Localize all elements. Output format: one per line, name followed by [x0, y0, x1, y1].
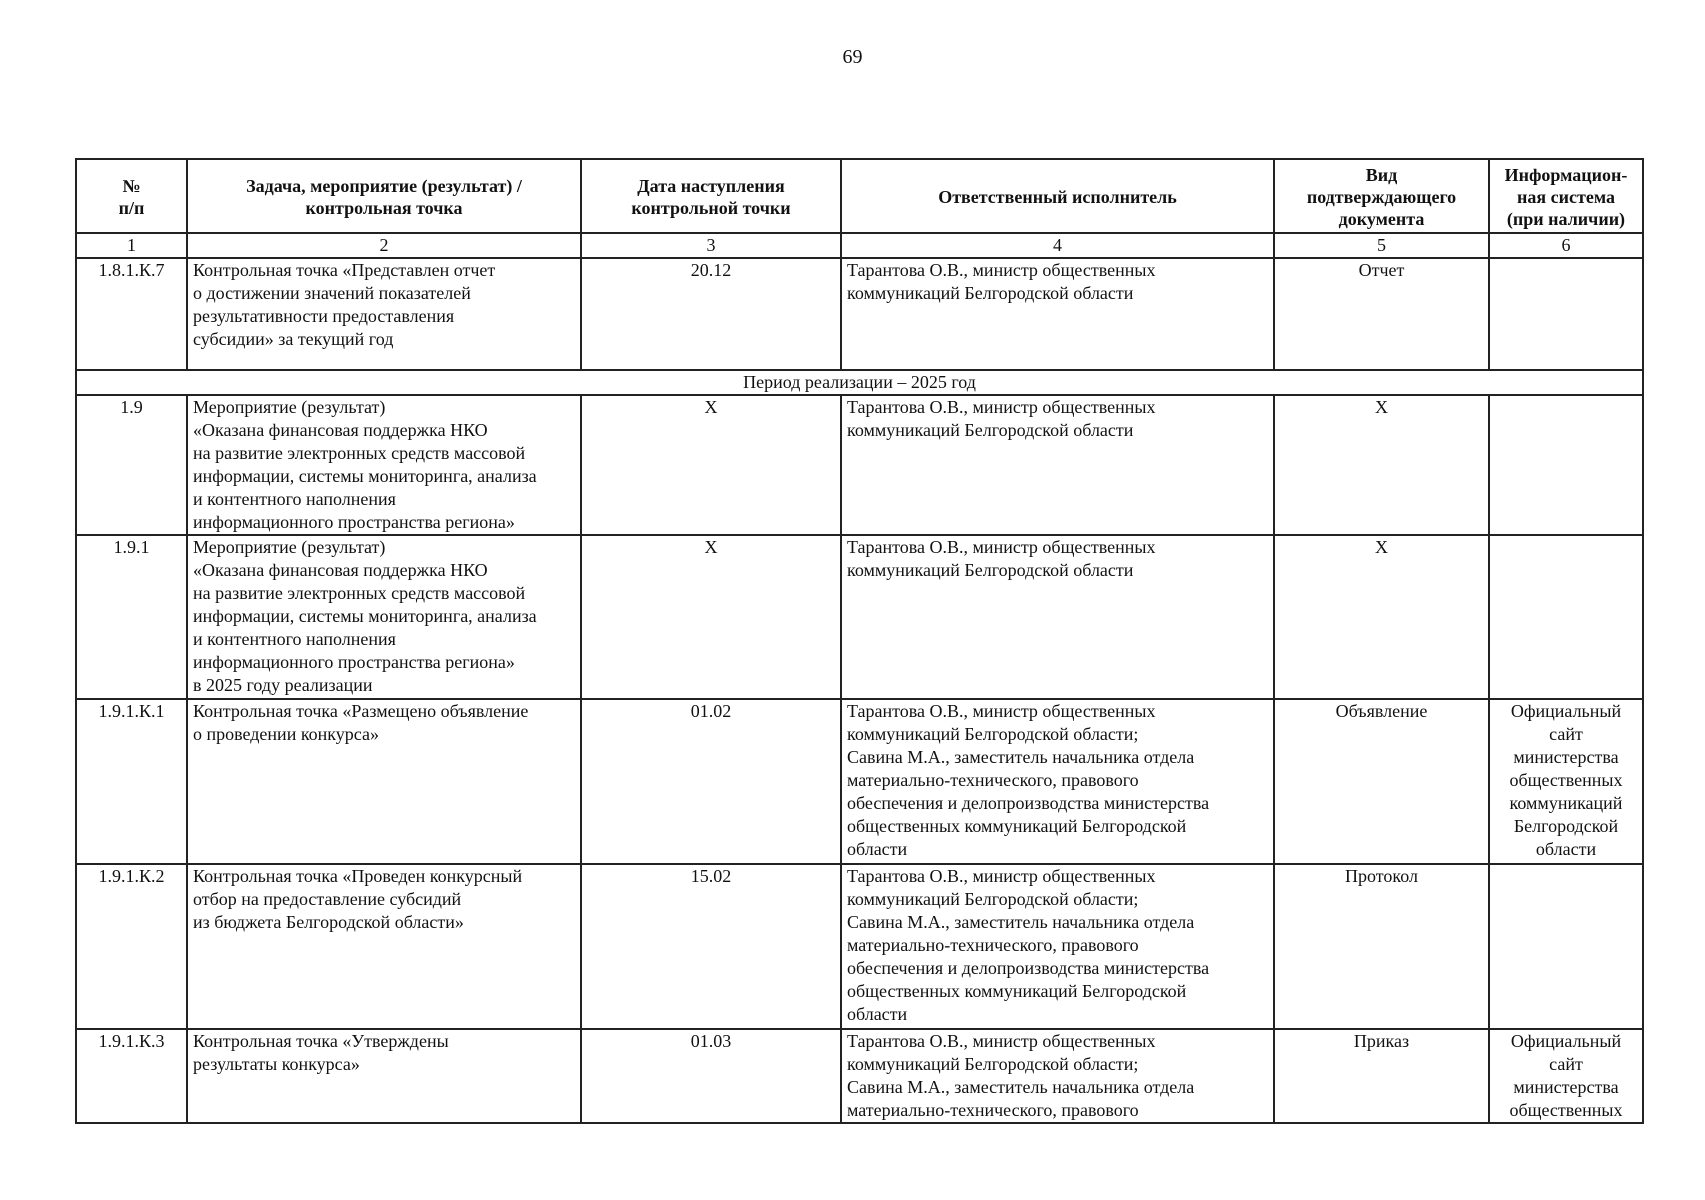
- column-number: 3: [581, 233, 841, 258]
- table-row: [76, 395, 1643, 535]
- row-executor: Тарантова О.В., министр общественных коммуникаций Белгородской области; Савина М.А., заместитель начальника отдела материально-технического, правового: [841, 1029, 1274, 1123]
- header-document: Вид подтверждающего документа: [1274, 159, 1489, 233]
- row-system: [1489, 258, 1643, 370]
- table-row: [76, 699, 1643, 864]
- row-number: 1.9.1: [76, 535, 187, 699]
- row-date: 01.03: [581, 1029, 841, 1123]
- row-document: Протокол: [1274, 864, 1489, 1029]
- row-document: Объявление: [1274, 699, 1489, 864]
- row-number: 1.9.1.К.3: [76, 1029, 187, 1123]
- row-date: 20.12: [581, 258, 841, 370]
- table-row: [76, 1029, 1643, 1123]
- header-num: № п/п: [76, 159, 187, 233]
- row-executor: Тарантова О.В., министр общественных коммуникаций Белгородской области; Савина М.А., заместитель начальника отдела материально-технического, правового обеспечения и делопроизводства министерства общественных коммуникаций Белгородской области: [841, 699, 1274, 864]
- table-header-row: [76, 159, 1643, 233]
- row-date: 15.02: [581, 864, 841, 1029]
- row-date: Х: [581, 535, 841, 699]
- header-task: Задача, мероприятие (результат) / контрольная точка: [187, 159, 581, 233]
- row-task: Контрольная точка «Проведен конкурсный отбор на предоставление субсидий из бюджета Белгородской области»: [187, 864, 581, 1029]
- row-executor: Тарантова О.В., министр общественных коммуникаций Белгородской области; Савина М.А., заместитель начальника отдела материально-технического, правового обеспечения и делопроизводства министерства общественных коммуникаций Белгородской области: [841, 864, 1274, 1029]
- column-number: 6: [1489, 233, 1643, 258]
- table-row: [76, 535, 1643, 699]
- row-task: Контрольная точка «Утверждены результаты конкурса»: [187, 1029, 581, 1123]
- column-number: 2: [187, 233, 581, 258]
- row-system: Официальный сайт министерства общественных: [1489, 1029, 1643, 1123]
- table-row: [76, 258, 1643, 370]
- row-document: Х: [1274, 395, 1489, 535]
- row-number: 1.8.1.К.7: [76, 258, 187, 370]
- row-system: Официальный сайт министерства общественных коммуникаций Белгородской области: [1489, 699, 1643, 864]
- row-number: 1.9.1.К.1: [76, 699, 187, 864]
- row-task: Мероприятие (результат) «Оказана финансовая поддержка НКО на развитие электронных средств массовой информации, системы мониторинга, анализа и контентного наполнения информационного пространства региона» в 2025 году реализации: [187, 535, 581, 699]
- column-numbers-row: [76, 233, 1643, 258]
- column-number: 1: [76, 233, 187, 258]
- table-row: [76, 864, 1643, 1029]
- column-number: 4: [841, 233, 1274, 258]
- column-number: 5: [1274, 233, 1489, 258]
- row-system: [1489, 395, 1643, 535]
- row-document: Приказ: [1274, 1029, 1489, 1123]
- period-row: [76, 370, 1643, 395]
- row-executor: Тарантова О.В., министр общественных коммуникаций Белгородской области: [841, 395, 1274, 535]
- row-system: [1489, 864, 1643, 1029]
- header-system: Информацион- ная система (при наличии): [1489, 159, 1643, 233]
- row-executor: Тарантова О.В., министр общественных коммуникаций Белгородской области: [841, 535, 1274, 699]
- row-number: 1.9: [76, 395, 187, 535]
- row-document: Х: [1274, 535, 1489, 699]
- row-task: Контрольная точка «Размещено объявление о проведении конкурса»: [187, 699, 581, 864]
- row-task: Мероприятие (результат) «Оказана финансовая поддержка НКО на развитие электронных средств массовой информации, системы мониторинга, анализа и контентного наполнения информационного пространства региона»: [187, 395, 581, 535]
- row-date: Х: [581, 395, 841, 535]
- header-date: Дата наступления контрольной точки: [581, 159, 841, 233]
- row-document: Отчет: [1274, 258, 1489, 370]
- row-system: [1489, 535, 1643, 699]
- row-number: 1.9.1.К.2: [76, 864, 187, 1029]
- row-date: 01.02: [581, 699, 841, 864]
- row-task: Контрольная точка «Представлен отчет о достижении значений показателей результативности предоставления субсидии» за текущий год: [187, 258, 581, 370]
- period-label: Период реализации – 2025 год: [76, 370, 1643, 395]
- row-executor: Тарантова О.В., министр общественных коммуникаций Белгородской области: [841, 258, 1274, 370]
- control-points-table: [75, 158, 1644, 1124]
- header-executor: Ответственный исполнитель: [841, 159, 1274, 233]
- page-number: 69: [842, 46, 863, 68]
